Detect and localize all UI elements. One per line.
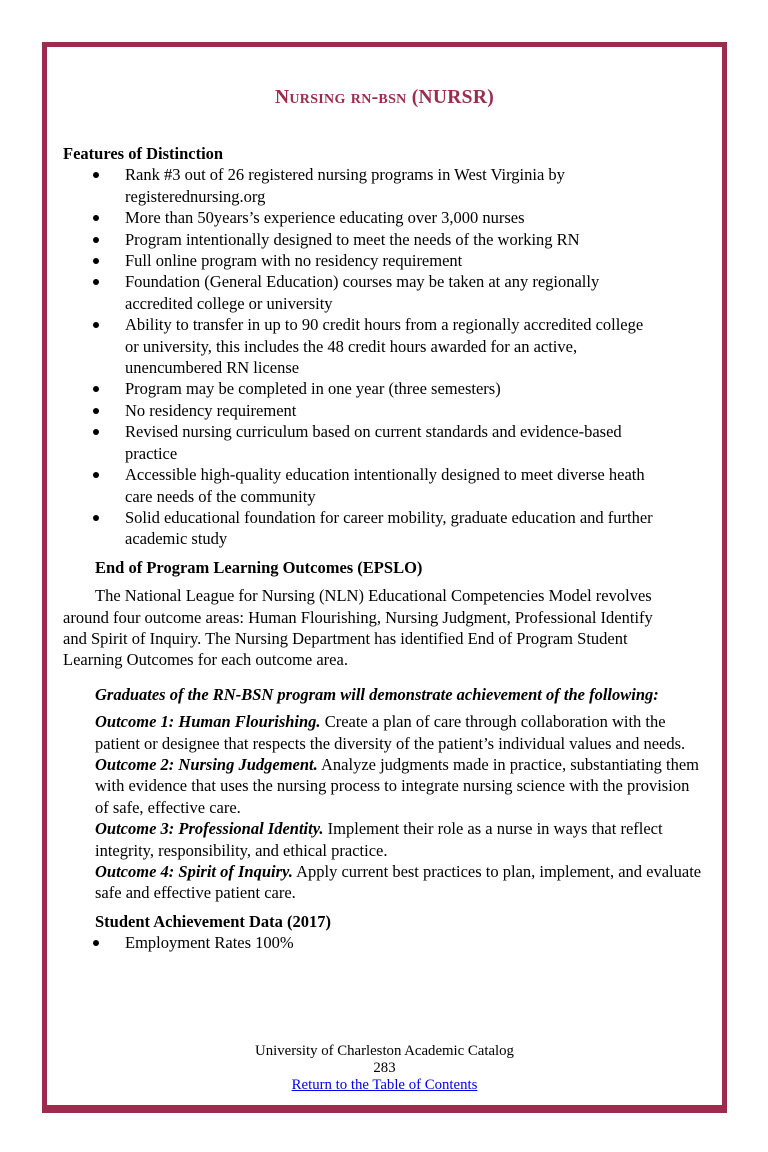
list-item-text: Ability to transfer in up to 90 credit hours from a regionally accredited college or university, this includes the 48 credit hours awarded for an active, unencumbered RN license (125, 315, 644, 378)
bullet-icon (93, 215, 99, 221)
list-item (63, 271, 706, 314)
features-list (63, 164, 706, 549)
list-item (63, 421, 706, 464)
achievement-heading: Student Achievement Data (2017) (95, 911, 332, 931)
page-footer (63, 1043, 706, 1094)
bullet-icon (93, 386, 99, 392)
page-border (42, 42, 727, 1113)
outcome-text: Apply current best practices to plan, implement, and evaluate safe and effective patient care. (95, 862, 702, 903)
outcome-text: Create a plan of care through collaboration with the patient or designee that respects the diversity of the patient’s individual values and needs. (95, 712, 686, 753)
page-content (47, 47, 722, 1105)
page-number: 283 (373, 1060, 396, 1077)
outcome-paragraph (95, 861, 706, 904)
list-item-text: No residency requirement (125, 400, 297, 420)
list-item (63, 207, 706, 228)
list-item (63, 464, 706, 507)
bullet-icon (93, 172, 99, 178)
list-item-text: Full online program with no residency requirement (125, 251, 463, 271)
footer-catalog-title: University of Charleston Academic Catalog (255, 1043, 514, 1060)
page-title: Nursing rn-bsn (NURSR) (275, 87, 494, 108)
bullet-icon (93, 408, 99, 414)
bullet-icon (93, 515, 99, 521)
outcome-paragraph (95, 711, 706, 754)
features-heading: Features of Distinction (63, 144, 224, 163)
list-item (63, 164, 706, 207)
outcomes-block (95, 711, 706, 904)
list-item-text: Revised nursing curriculum based on current standards and evidence-based practice (125, 422, 622, 463)
outcome-text: Analyze judgments made in practice, substantiating them with evidence that uses the nursing process to integrate nursing science with the provision of safe, effective care. (95, 754, 700, 817)
outcome-paragraph (95, 818, 706, 861)
outcome-label: Outcome 2: Nursing Judgement. (95, 754, 318, 774)
bullet-icon (93, 322, 99, 328)
bullet-icon (93, 472, 99, 478)
list-item-text: Program may be completed in one year (three semesters) (125, 379, 501, 399)
list-item-text: Solid educational foundation for career mobility, graduate education and further academic study (125, 507, 653, 549)
epslo-heading: End of Program Learning Outcomes (EPSLO) (95, 557, 423, 577)
list-item-text: Rank #3 out of 26 registered nursing programs in West Virginia by registerednursing.org (125, 165, 565, 206)
list-item-text: Employment Rates 100% (125, 933, 294, 953)
list-item-text: Program intentionally designed to meet the needs of the working RN (125, 229, 580, 249)
list-item (63, 507, 706, 550)
bullet-icon (93, 279, 99, 285)
list-item (63, 314, 706, 378)
bullet-icon (93, 237, 99, 243)
outcome-text: Implement their role as a nurse in ways that reflect integrity, responsibility, and ethical practice. (95, 819, 663, 860)
list-item (63, 932, 706, 953)
bullet-icon (93, 429, 99, 435)
list-item-text: Foundation (General Education) courses may be taken at any regionally accredited college or university (125, 272, 600, 313)
list-item (63, 250, 706, 271)
outcome-label: Outcome 3: Professional Identity. (95, 819, 324, 839)
achievement-list (63, 932, 706, 953)
list-item (63, 378, 706, 399)
graduates-intro: Graduates of the RN-BSN program will demonstrate achievement of the following: (95, 684, 659, 704)
bullet-icon (93, 258, 99, 264)
epslo-paragraph: The National League for Nursing (NLN) Educational Competencies Model revolves around four outcome areas: Human Flourishing, Nursing Judgment, Professional Identify and Spirit of Inquiry. The Nursing Department has identified End of Program Student Learning Outcomes for each outcome area. (63, 586, 653, 670)
outcome-paragraph (95, 754, 706, 818)
list-item-text: Accessible high-quality education intentionally designed to meet diverse heath care needs of the community (125, 465, 645, 506)
outcome-label: Outcome 4: Spirit of Inquiry. (95, 862, 293, 881)
list-item (63, 229, 706, 250)
return-to-toc-link[interactable]: Return to the Table of Contents (291, 1077, 478, 1094)
outcome-label: Outcome 1: Human Flourishing. (95, 712, 321, 732)
list-item-text: More than 50years’s experience educating over 3,000 nurses (125, 208, 525, 228)
bullet-icon (93, 940, 99, 946)
list-item (63, 400, 706, 421)
